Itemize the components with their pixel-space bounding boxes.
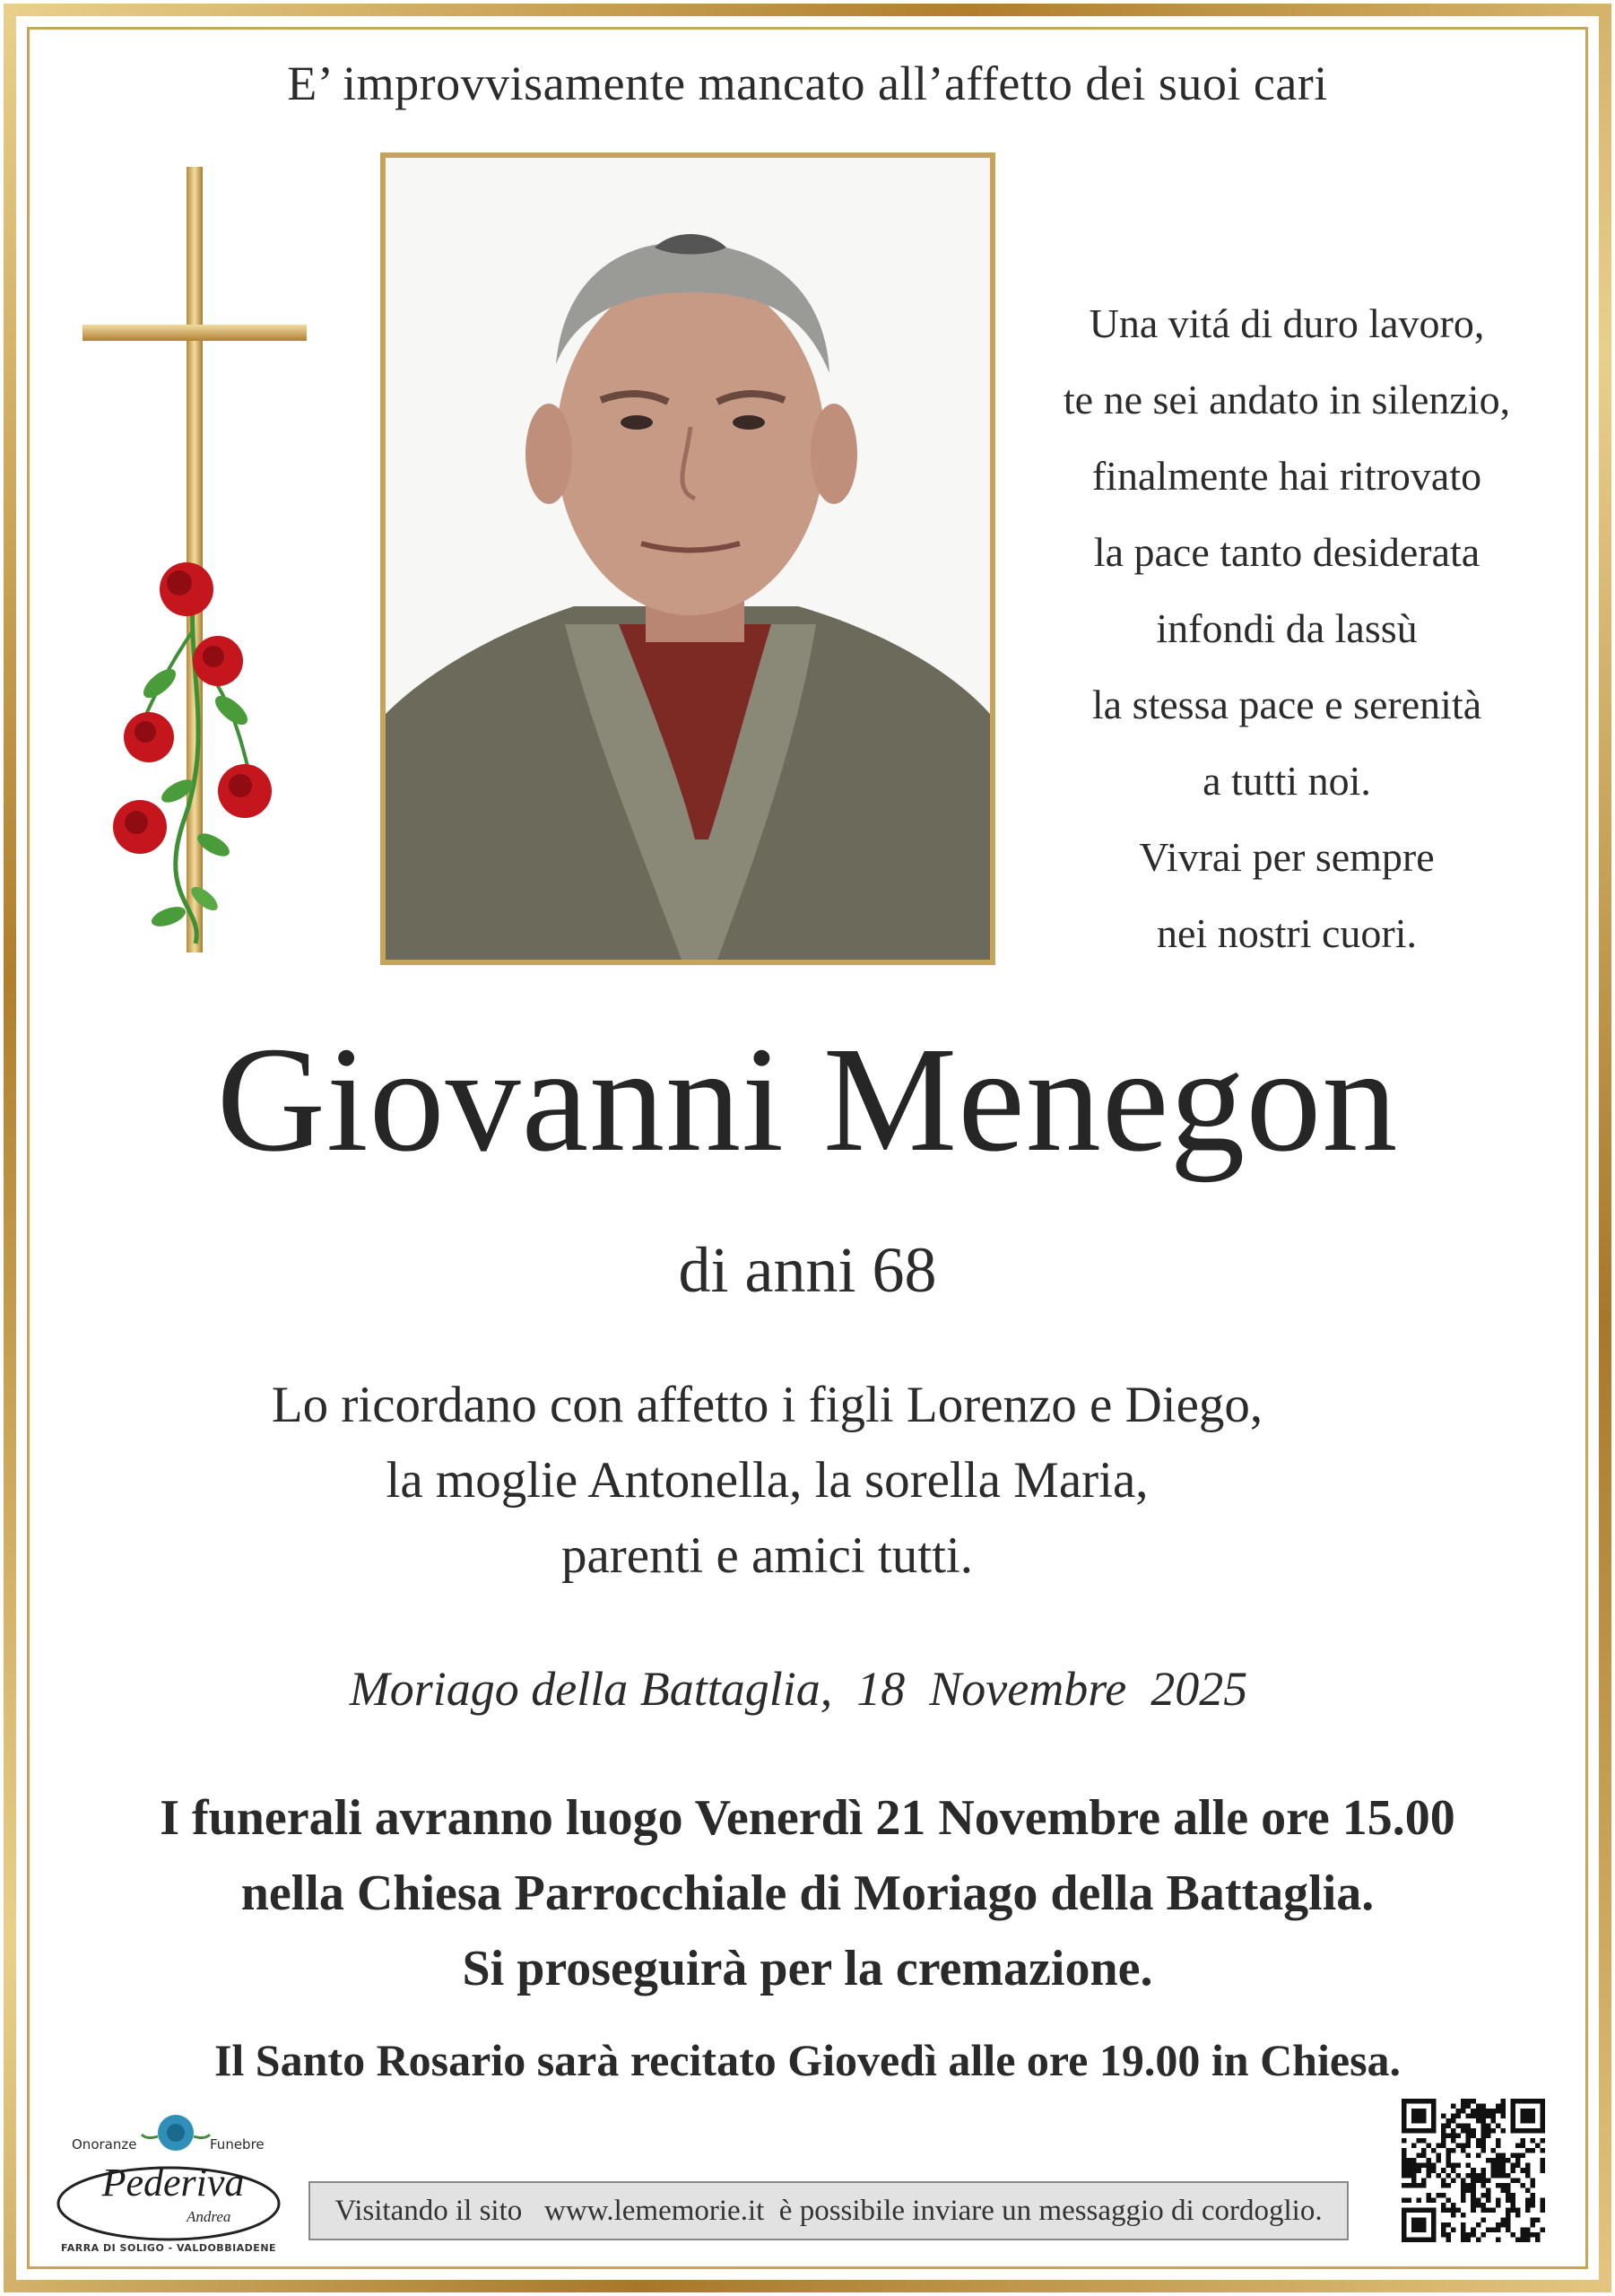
footer-message: Visitando il sito www.lememorie.it è possibile inviare un messaggio di cordoglio. bbox=[308, 2181, 1349, 2240]
place-and-date: Moriago della Battaglia, 18 Novembre 2025 bbox=[349, 1662, 1248, 1716]
deceased-age: di anni 68 bbox=[678, 1234, 937, 1306]
funeral-line: Si proseguirà per la cremazione. bbox=[462, 1941, 1153, 1996]
poem-line: la stessa pace e serenità bbox=[1091, 682, 1482, 727]
cross-icon bbox=[79, 163, 312, 952]
qr-code-icon[interactable] bbox=[1402, 2099, 1545, 2242]
funeral-line: I funerali avranno luogo Venerdì 21 Novembre alle ore 15.00 bbox=[160, 1790, 1455, 1846]
funeral-details bbox=[0, 1780, 1615, 2006]
qr-code-icon[interactable] bbox=[1402, 2099, 1545, 2242]
logo-location: FARRA DI SOLIGO - VALDOBBIADENE bbox=[60, 2242, 277, 2254]
logo-sub-name: Andrea bbox=[187, 2208, 231, 2225]
poem-line: la pace tanto desiderata bbox=[1093, 529, 1480, 575]
poem-line: infondi da lassù bbox=[1156, 605, 1418, 651]
logo-name: Pederiva bbox=[101, 2161, 245, 2205]
funeral-line: nella Chiesa Parrocchiale di Moriago della Battaglia. bbox=[240, 1866, 1375, 1921]
poem-line: finalmente hai ritrovato bbox=[1091, 453, 1482, 499]
poem-line: Vivrai per sempre bbox=[1139, 834, 1435, 880]
poem bbox=[1000, 285, 1574, 971]
poem-line: a tutti noi. bbox=[1203, 758, 1371, 804]
poem-line: Una vitá di duro lavoro, bbox=[1089, 300, 1485, 346]
logo-left-word: Onoranze bbox=[72, 2136, 137, 2152]
portrait-photo bbox=[380, 152, 995, 965]
deceased-name: Giovanni Menegon bbox=[216, 1016, 1399, 1183]
family-line: Lo ricordano con affetto i figli Lorenzo e Diego, bbox=[271, 1377, 1263, 1433]
poem-line: nei nostri cuori. bbox=[1157, 910, 1417, 956]
poem-line: te ne sei andato in silenzio, bbox=[1063, 377, 1511, 422]
family-message bbox=[0, 1368, 1615, 1594]
family-line: parenti e amici tutti. bbox=[560, 1527, 973, 1584]
portrait-icon bbox=[386, 158, 990, 960]
funeral-home-logo bbox=[52, 2109, 285, 2254]
logo-right-word: Funebre bbox=[210, 2136, 265, 2152]
rosary-notice: Il Santo Rosario sarà recitato Giovedì alle ore 19.00 in Chiesa. bbox=[213, 2035, 1402, 2085]
header-announcement: E’ improvvisamente mancato all’affetto dei suoi cari bbox=[287, 57, 1328, 110]
family-line: la moglie Antonella, la sorella Maria, bbox=[386, 1452, 1149, 1509]
cross-with-roses bbox=[79, 163, 312, 952]
